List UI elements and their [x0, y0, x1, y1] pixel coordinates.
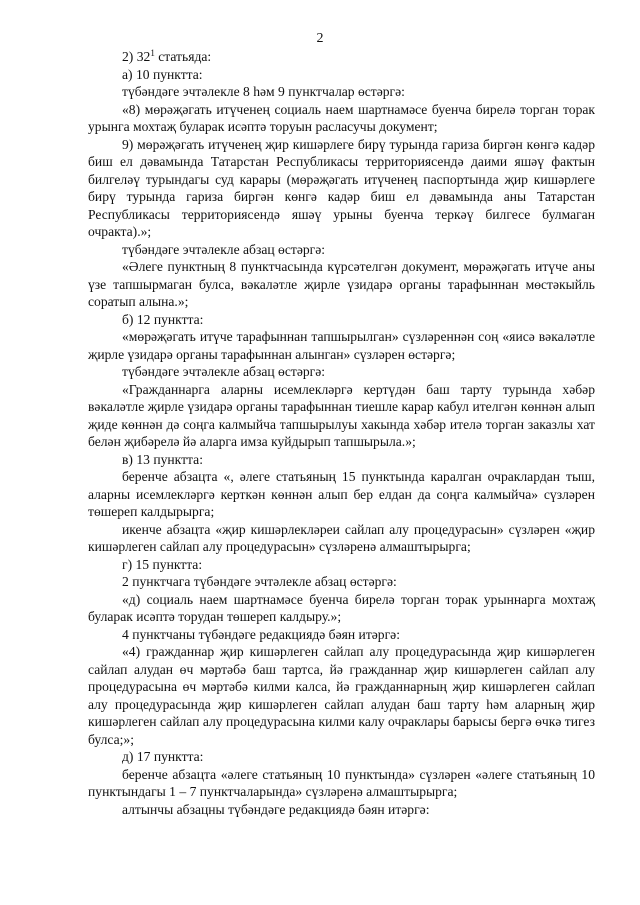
paragraph: 9) мөрәҗәгать итүченең җир кишәрлеге бирү турында гариза биргән көнгә кадәр биш ел дәвамында Татарстан Республикасы территориясендә даими яшәү фактын билгеләү турындагы суд карары (мөрәҗәгать итүченең паспортында җир кишәрлеге бирү турында гариза биргән көнгә кадәр биш ел дәвамында аны Татарстан Республикасы территориясендә яшәү урыны буенча теркәү билгесе булмаган очракта).»; [88, 136, 595, 239]
paragraph: б) 12 пунктта: [122, 311, 204, 327]
paragraph: түбәндәге эчтәлекле 8 һәм 9 пунктчалар өстәргә: [122, 84, 405, 99]
paragraph [88, 48, 595, 66]
page-number: 2 [316, 31, 324, 46]
paragraph: икенче абзацта «җир кишәрлекләреи сайлап алу процедурасын» сүзләрен «җир кишәрлеген сайлап алу процедурасын» сүзләренә алмаштырырга; [88, 521, 595, 554]
paragraph: түбәндәге эчтәлекле абзац өстәргә: [122, 364, 326, 379]
paragraph: алтынчы абзацны түбәндәге редакциядә бәян итәргә: [122, 801, 430, 817]
paragraph: түбәндәге эчтәлекле абзац өстәргә: [122, 241, 326, 257]
paragraph: «Әлеге пунктның 8 пунктчасында күрсәтелгән документ, мөрәҗәгать итүче аны үзе тапшырмаган булса, вәкаләтле җирле үзидарә органы тарафыннан мөстәкыйль соратып алына.»; [88, 259, 595, 309]
paragraph: д) 17 пунктта: [122, 749, 204, 764]
paragraph: беренче абзацта «әлеге статьяның 10 пунктында» сүзләрен «әлеге статьяның 10 пунктындагы 1 – 7 пунктчаларында» сүзләренә алмаштырырга; [88, 766, 595, 799]
paragraph: а) 10 пунктта: [122, 66, 203, 82]
paragraph: «8) мөрәҗәгать итүченең социаль наем шартнамәсе буенча бирелә торган торак урынга мохтаҗ буларак исәптә торуын расласучы документ; [88, 101, 595, 134]
paragraph: «4) гражданнар җир кишәрлеген сайлап алу процедурасында җир кишәрлеген сайлап алудан өч мәртәбә баш тартса, йә гражданнар җир кишәрлеген сайлап алу процедурасына өч мәртәбә килми калса, йә гражданнарның җир кишәрлеген сайлап алу процедурасында җир кишәрлеген сайлап алудан баш тарту һәм аларның җир кишәрлеген сайлап алу процедурасына килми калу очраклары барысы бергә өчкә тигез булса;»; [88, 644, 595, 747]
paragraph: «мөрәҗәгать итүче тарафыннан тапшырылган» сүзләреннән соң «яисә вәкаләтле җирле үзидарә органы тарафыннан алынган» сүзләрен өстәргә; [88, 329, 595, 362]
paragraph: г) 15 пунктта: [122, 556, 203, 572]
paragraph: 4 пунктчаны түбәндәге редакциядә бәян итәргә: [122, 626, 400, 642]
paragraph: в) 13 пунктта: [122, 451, 203, 467]
paragraph: «Гражданнарга аларны исемлекләргә кертүдән баш тарту турында хәбәр вәкаләтле җирле үзидарә органы тарафыннан тиешле карар кабул ителгән көннән алып җиде көннән дә соңга калмыйча тапшырылуы хакында хәбәр ителә торган заказлы хат белән җибәрелә йә аларга имза куйдырып тапшырыла.»; [88, 381, 595, 449]
paragraph: 2 пунктчага түбәндәге эчтәлекле абзац өстәргә: [122, 574, 397, 589]
paragraph-text: статьяда: [154, 49, 212, 64]
document-body [88, 48, 595, 818]
paragraph-text: 2) 32 [122, 49, 151, 64]
paragraph: беренче абзацта «, әлеге статьяның 15 пунктында каралган очраклардан тыш, аларны исемлекләргә керткән көннән алып бер елдан да соңга калмыйча» сүзләрен төшереп калдырырга; [88, 469, 595, 519]
paragraph: «д) социаль наем шартнамәсе буенча бирелә торган торак урыннарга мохтаҗ буларак исәптә торудан төшереп калдыру.»; [88, 591, 595, 624]
superscript: 1 [150, 48, 155, 58]
